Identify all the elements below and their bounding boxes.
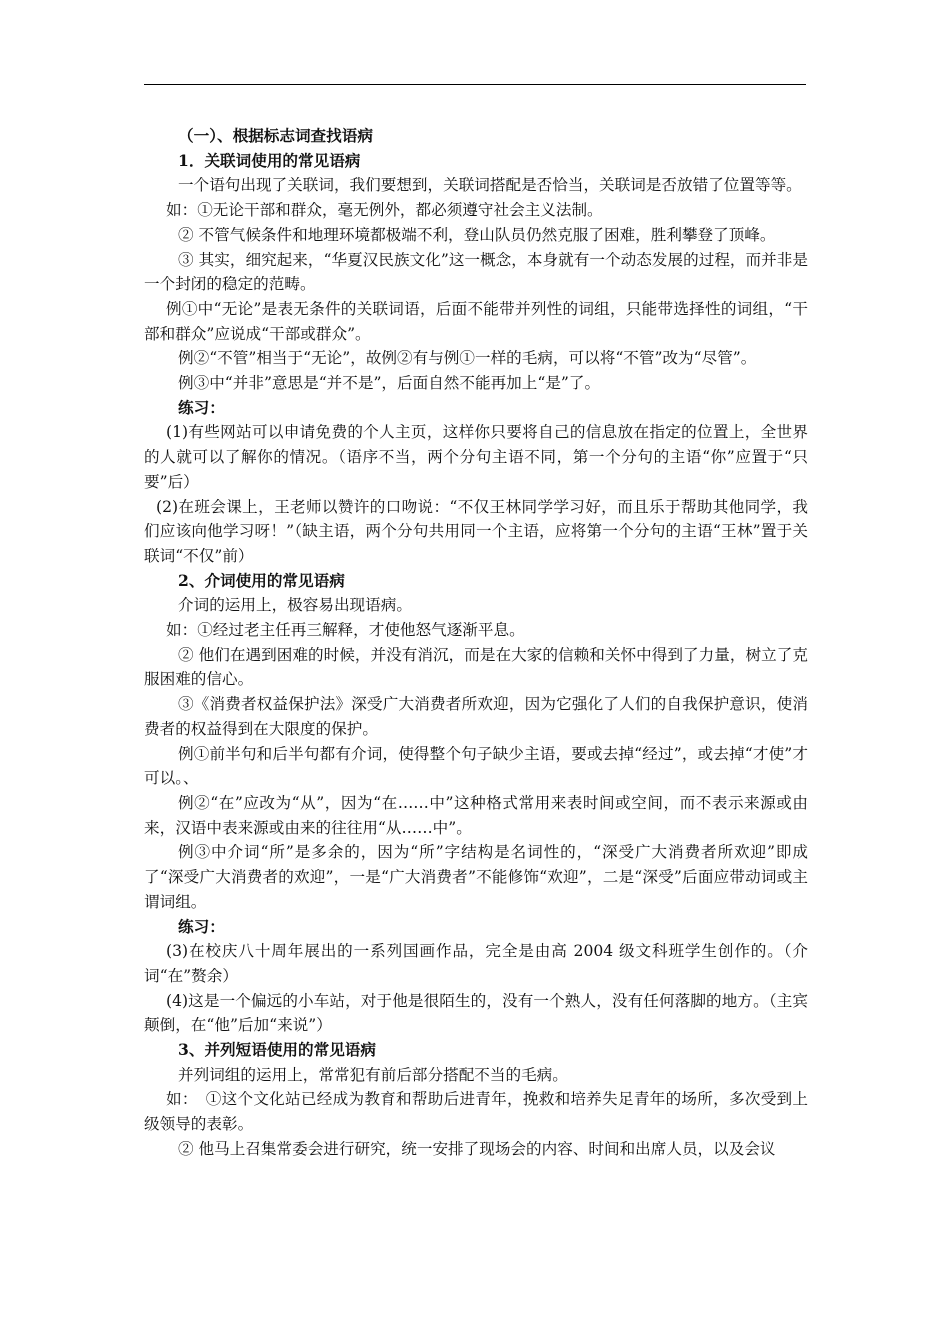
s1-example-1: 如：①无论干部和群众，毫无例外，都必须遵守社会主义法制。 xyxy=(166,201,603,220)
s2-example-3: ③《消费者权益保护法》深受广大消费者所欢迎，因为它强化了人们的自我保护意识，使消费者的权益得到在大限度的保护。 xyxy=(144,695,808,738)
s2-heading: 2、介词使用的常见语病 xyxy=(178,570,345,590)
s1-explanation-3: 例③中“并非”意思是“并不是”，后面自然不能再加上“是”了。 xyxy=(178,374,601,393)
s2-practice-4: (4)这是一个偏远的小车站，对于他是很陌生的，没有一个熟人，没有任何落脚的地方。（主宾颠倒，在“他”后加“来说”） xyxy=(144,991,808,1035)
header-rule xyxy=(144,84,806,85)
s1-explanation-2: 例②“不管”相当于“无论”，故例②有与例①一样的毛病，可以将“不管”改为“尽管”。 xyxy=(178,349,757,368)
s2-practice-3: (3)在校庆八十周年展出的一系列国画作品，完全是由高 2004 级文科班学生创作的。（介词“在”赘余） xyxy=(144,942,808,985)
s1-practice-2: (2)在班会课上，王老师以赞许的口吻说：“不仅王林同学学习好，而且乐于帮助其他同学，我们应该向他学习呀！”（缺主语，两个分句共用同一个主语，应将第一个分句的主语“王林”置于关联词“不仅”前） xyxy=(144,497,808,565)
document-body xyxy=(144,124,808,1162)
s2-explanation-2: 例②“在”应改为“从”，因为“在……中”这种格式常用来表时间或空间，而不表示来源或由来，汉语中表来源或由来的往往用“从……中”。 xyxy=(144,793,808,837)
section-title: （一）、根据标志词查找语病 xyxy=(178,126,373,145)
s2-practice-label: 练习： xyxy=(178,916,225,936)
s3-intro: 并列词组的运用上，常常犯有前后部分搭配不当的毛病。 xyxy=(178,1065,568,1084)
s1-practice-label: 练习： xyxy=(178,397,225,417)
s2-example-2: ② 他们在遇到困难的时候，并没有消沉，而是在大家的信赖和关怀中得到了力量，树立了克服困难的信心。 xyxy=(144,645,808,689)
s1-practice-1: (1)有些网站可以申请免费的个人主页，这样你只要将自己的信息放在指定的位置上，全世界的人就可以了解你的情况。（语序不当，两个分句主语不同，第一个分句的主语“你”应置于“只要”后） xyxy=(144,423,808,491)
s2-example-1: 如：①经过老主任再三解释，才使他怒气逐渐平息。 xyxy=(166,621,525,640)
s1-intro: 一个语句出现了关联词，我们要想到，关联词搭配是否恰当，关联词是否放错了位置等等。 xyxy=(178,176,802,195)
s1-example-2: ② 不管气候条件和地理环境都极端不利，登山队员仍然克服了困难，胜利攀登了顶峰。 xyxy=(178,225,776,244)
s3-example-1: 如： ①这个文化站已经成为教育和帮助后进青年，挽救和培养失足青年的场所，多次受到上级领导的表彰。 xyxy=(144,1090,808,1134)
s2-explanation-1: 例①前半句和后半句都有介词，使得整个句子缺少主语，要或去掉“经过”，或去掉“才使”才可以。、 xyxy=(144,744,808,788)
s3-example-2: ② 他马上召集常委会进行研究，统一安排了现场会的内容、时间和出席人员，以及会议 xyxy=(178,1139,776,1158)
s1-heading: 1．关联词使用的常见语病 xyxy=(178,150,361,170)
s2-explanation-3: 例③中介词“所”是多余的，因为“所”字结构是名词性的，“深受广大消费者所欢迎”即成了“深受广大消费者的欢迎”，一是“广大消费者”不能修饰“欢迎”，二是“深受”后面应带动词或主谓词组。 xyxy=(144,843,808,911)
s2-intro: 介词的运用上，极容易出现语病。 xyxy=(178,596,412,615)
s1-explanation-1: 例①中“无论”是表无条件的关联词语，后面不能带并列性的词组，只能带选择性的词组，“干部和群众”应说成“干部或群众”。 xyxy=(144,299,808,343)
s1-example-3: ③ 其实，细究起来，“华夏汉民族文化”这一概念，本身就有一个动态发展的过程，而并非是一个封闭的稳定的范畴。 xyxy=(144,250,808,294)
s3-heading: 3、并列短语使用的常见语病 xyxy=(178,1040,376,1060)
